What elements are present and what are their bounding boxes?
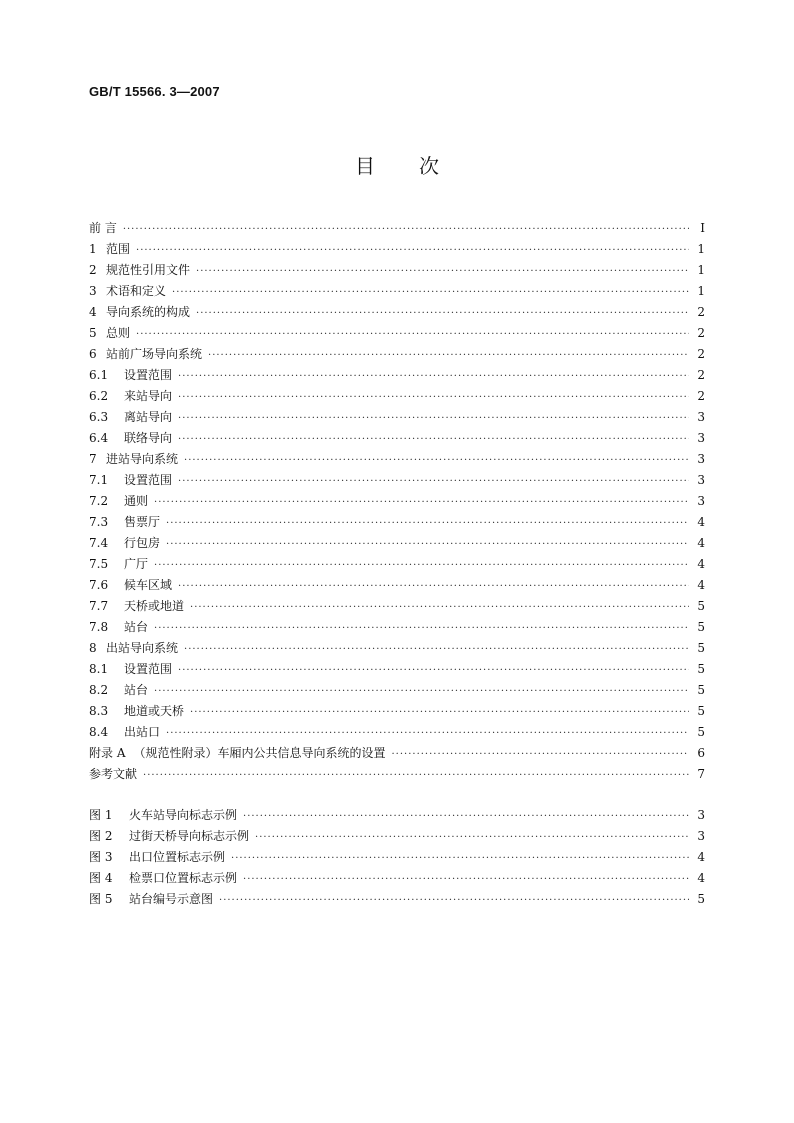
dot-leader bbox=[166, 534, 689, 555]
figure-entry[interactable] bbox=[89, 889, 705, 910]
toc-entry[interactable] bbox=[89, 323, 705, 344]
dot-leader bbox=[178, 471, 689, 492]
toc-entry[interactable] bbox=[89, 575, 705, 596]
toc-entry-number: 7 bbox=[89, 452, 97, 466]
dot-leader bbox=[143, 765, 689, 786]
toc-entry-page: 2 bbox=[697, 389, 705, 403]
toc-entry-page: 2 bbox=[697, 347, 705, 361]
dot-leader bbox=[196, 261, 689, 282]
toc-entry-label: 设置范围 bbox=[124, 662, 173, 676]
toc-entry-label: 来站导向 bbox=[124, 389, 173, 403]
figure-entry-number: 图 4 bbox=[89, 871, 113, 885]
toc-entry-label: 进站导向系统 bbox=[106, 452, 179, 466]
toc-entry-page: 2 bbox=[697, 326, 705, 340]
toc-entry-page: 5 bbox=[697, 725, 705, 739]
toc-entry-number: 8.3 bbox=[89, 704, 109, 718]
toc-entry-number: 8.2 bbox=[89, 683, 109, 697]
toc-entry-page: 7 bbox=[697, 767, 705, 781]
toc-entry-label: 设置范围 bbox=[124, 473, 173, 487]
toc-entry-number: 7.7 bbox=[89, 599, 109, 613]
dot-leader bbox=[208, 345, 689, 366]
figure-entry-label: 过街天桥导向标志示例 bbox=[129, 829, 250, 843]
toc-entry[interactable] bbox=[89, 659, 705, 680]
toc-entry[interactable] bbox=[89, 302, 705, 323]
dot-leader bbox=[255, 827, 689, 848]
dot-leader bbox=[196, 303, 689, 324]
toc-entry[interactable] bbox=[89, 596, 705, 617]
toc-entry-page: 3 bbox=[697, 494, 705, 508]
toc-entry-page: 1 bbox=[697, 263, 705, 277]
toc-entry[interactable] bbox=[89, 638, 705, 659]
dot-leader bbox=[136, 324, 689, 345]
dot-leader bbox=[178, 408, 689, 429]
dot-leader bbox=[178, 366, 689, 387]
toc-entry[interactable] bbox=[89, 365, 705, 386]
toc-entry[interactable] bbox=[89, 449, 705, 470]
figure-entry-label: 站台编号示意图 bbox=[129, 892, 214, 906]
dot-leader bbox=[190, 597, 689, 618]
dot-leader bbox=[154, 681, 689, 702]
dot-leader bbox=[178, 576, 689, 597]
toc-entry-number: 3 bbox=[89, 284, 97, 298]
toc-entry-number: 4 bbox=[89, 305, 97, 319]
toc-entry[interactable] bbox=[89, 533, 705, 554]
toc-entry-number: 2 bbox=[89, 263, 97, 277]
toc-entry-number: 6.4 bbox=[89, 431, 109, 445]
toc-entry[interactable] bbox=[89, 281, 705, 302]
toc-entry-number: 7.8 bbox=[89, 620, 109, 634]
toc-entry-page: 4 bbox=[697, 536, 705, 550]
toc-entry-page: 4 bbox=[697, 557, 705, 571]
toc-entry-label: 出站口 bbox=[124, 725, 161, 739]
toc-entry-label: 总则 bbox=[106, 326, 131, 340]
dot-leader bbox=[123, 219, 689, 240]
toc-entry-page: 6 bbox=[697, 746, 705, 760]
figure-entry[interactable] bbox=[89, 805, 705, 826]
figure-entry-page: 4 bbox=[697, 850, 705, 864]
toc-entry-number: 7.2 bbox=[89, 494, 109, 508]
toc-entry-page: 3 bbox=[697, 431, 705, 445]
dot-leader bbox=[154, 492, 689, 513]
toc-entry-page: I bbox=[700, 221, 705, 235]
toc-entry-number: 附录 A bbox=[89, 746, 126, 760]
list-of-figures bbox=[89, 805, 705, 910]
toc-entry-label: 广厅 bbox=[124, 557, 149, 571]
dot-leader bbox=[172, 282, 689, 303]
toc-entry-page: 5 bbox=[697, 683, 705, 697]
toc-entry-page: 5 bbox=[697, 662, 705, 676]
toc-entry-page: 5 bbox=[697, 620, 705, 634]
toc-entry-references[interactable] bbox=[89, 764, 705, 785]
toc-entry-page: 5 bbox=[697, 641, 705, 655]
toc-entry[interactable] bbox=[89, 617, 705, 638]
figure-entry[interactable] bbox=[89, 847, 705, 868]
toc-entry-number: 6.1 bbox=[89, 368, 109, 382]
figure-entry[interactable] bbox=[89, 826, 705, 847]
toc-entry-page: 5 bbox=[697, 599, 705, 613]
figure-entry-page: 5 bbox=[697, 892, 705, 906]
toc-entry-appendix-a[interactable] bbox=[89, 743, 705, 764]
page-title bbox=[0, 150, 794, 179]
toc-entry-label: 站台 bbox=[124, 683, 149, 697]
toc-entry-label: 站前广场导向系统 bbox=[106, 347, 203, 361]
table-of-contents bbox=[89, 218, 705, 785]
figure-entry-label: 检票口位置标志示例 bbox=[129, 871, 238, 885]
toc-entry-page: 3 bbox=[697, 410, 705, 424]
toc-entry[interactable] bbox=[89, 722, 705, 743]
toc-entry-number: 6.2 bbox=[89, 389, 109, 403]
toc-entry-label: 售票厅 bbox=[124, 515, 161, 529]
toc-entry-label: 地道或天桥 bbox=[124, 704, 185, 718]
toc-entry-label: 术语和定义 bbox=[106, 284, 167, 298]
toc-entry-number: 7.1 bbox=[89, 473, 109, 487]
dot-leader bbox=[178, 429, 689, 450]
toc-entry-label: 范围 bbox=[106, 242, 131, 256]
toc-entry-label: 导向系统的构成 bbox=[106, 305, 191, 319]
dot-leader bbox=[154, 555, 689, 576]
toc-entry[interactable] bbox=[89, 239, 705, 260]
figure-entry-number: 图 2 bbox=[89, 829, 113, 843]
toc-entry-page: 1 bbox=[697, 284, 705, 298]
toc-entry-number: 6.3 bbox=[89, 410, 109, 424]
figure-entry-page: 4 bbox=[697, 871, 705, 885]
toc-entry-number: 6 bbox=[89, 347, 97, 361]
page-title-char-1: 目 bbox=[355, 154, 375, 178]
toc-entry-label: 设置范围 bbox=[124, 368, 173, 382]
dot-leader bbox=[166, 723, 689, 744]
toc-entry[interactable] bbox=[89, 554, 705, 575]
toc-entry-number: 7.3 bbox=[89, 515, 109, 529]
toc-entry[interactable] bbox=[89, 428, 705, 449]
toc-entry[interactable] bbox=[89, 680, 705, 701]
toc-entry-page: 3 bbox=[697, 452, 705, 466]
figure-entry-number: 图 3 bbox=[89, 850, 113, 864]
dot-leader bbox=[178, 660, 689, 681]
page-title-char-2: 次 bbox=[419, 154, 439, 178]
dot-leader bbox=[178, 387, 689, 408]
dot-leader bbox=[154, 618, 689, 639]
toc-entry-label: 通则 bbox=[124, 494, 149, 508]
toc-entry-number: 7.5 bbox=[89, 557, 109, 571]
toc-entry-label: 联络导向 bbox=[124, 431, 173, 445]
figure-entry-number: 图 5 bbox=[89, 892, 113, 906]
toc-entry-label: 前 言 bbox=[89, 221, 117, 235]
toc-entry-page: 2 bbox=[697, 305, 705, 319]
figure-entry-page: 3 bbox=[697, 808, 705, 822]
dot-leader bbox=[166, 513, 689, 534]
dot-leader bbox=[190, 702, 689, 723]
toc-entry-page: 1 bbox=[697, 242, 705, 256]
toc-entry-number: 8.4 bbox=[89, 725, 109, 739]
dot-leader bbox=[243, 869, 689, 890]
toc-entry-page: 2 bbox=[697, 368, 705, 382]
toc-entry-foreword[interactable] bbox=[89, 218, 705, 239]
dot-leader bbox=[219, 890, 689, 911]
toc-entry-label: （规范性附录）车厢内公共信息导向系统的设置 bbox=[133, 746, 386, 760]
toc-entry-number: 8 bbox=[89, 641, 97, 655]
toc-entry[interactable] bbox=[89, 386, 705, 407]
toc-entry-page: 4 bbox=[697, 578, 705, 592]
toc-entry-number: 1 bbox=[89, 242, 97, 256]
toc-entry[interactable] bbox=[89, 701, 705, 722]
standard-code: GB/T 15566. 3—2007 bbox=[89, 84, 220, 99]
toc-entry-number: 7.6 bbox=[89, 578, 109, 592]
dot-leader bbox=[231, 848, 689, 869]
figure-entry-page: 3 bbox=[697, 829, 705, 843]
toc-entry[interactable] bbox=[89, 260, 705, 281]
toc-entry[interactable] bbox=[89, 407, 705, 428]
dot-leader bbox=[392, 744, 690, 765]
toc-entry-label: 行包房 bbox=[124, 536, 161, 550]
toc-entry-label: 参考文献 bbox=[89, 767, 138, 781]
dot-leader bbox=[184, 450, 689, 471]
dot-leader bbox=[136, 240, 689, 261]
toc-entry-label: 天桥或地道 bbox=[124, 599, 185, 613]
toc-entry-label: 离站导向 bbox=[124, 410, 173, 424]
toc-entry[interactable] bbox=[89, 491, 705, 512]
toc-entry[interactable] bbox=[89, 512, 705, 533]
toc-entry-label: 候车区域 bbox=[124, 578, 173, 592]
toc-entry-number: 5 bbox=[89, 326, 97, 340]
toc-entry-number: 7.4 bbox=[89, 536, 109, 550]
toc-entry-page: 3 bbox=[697, 473, 705, 487]
toc-entry-label: 站台 bbox=[124, 620, 149, 634]
toc-entry-page: 4 bbox=[697, 515, 705, 529]
figure-entry-number: 图 1 bbox=[89, 808, 113, 822]
toc-entry[interactable] bbox=[89, 470, 705, 491]
dot-leader bbox=[243, 806, 689, 827]
figure-entry-label: 火车站导向标志示例 bbox=[129, 808, 238, 822]
dot-leader bbox=[184, 639, 689, 660]
toc-entry-number: 8.1 bbox=[89, 662, 109, 676]
toc-entry-label: 规范性引用文件 bbox=[106, 263, 191, 277]
figure-entry-label: 出口位置标志示例 bbox=[129, 850, 226, 864]
toc-entry-label: 出站导向系统 bbox=[106, 641, 179, 655]
figure-entry[interactable] bbox=[89, 868, 705, 889]
toc-entry-page: 5 bbox=[697, 704, 705, 718]
toc-entry[interactable] bbox=[89, 344, 705, 365]
